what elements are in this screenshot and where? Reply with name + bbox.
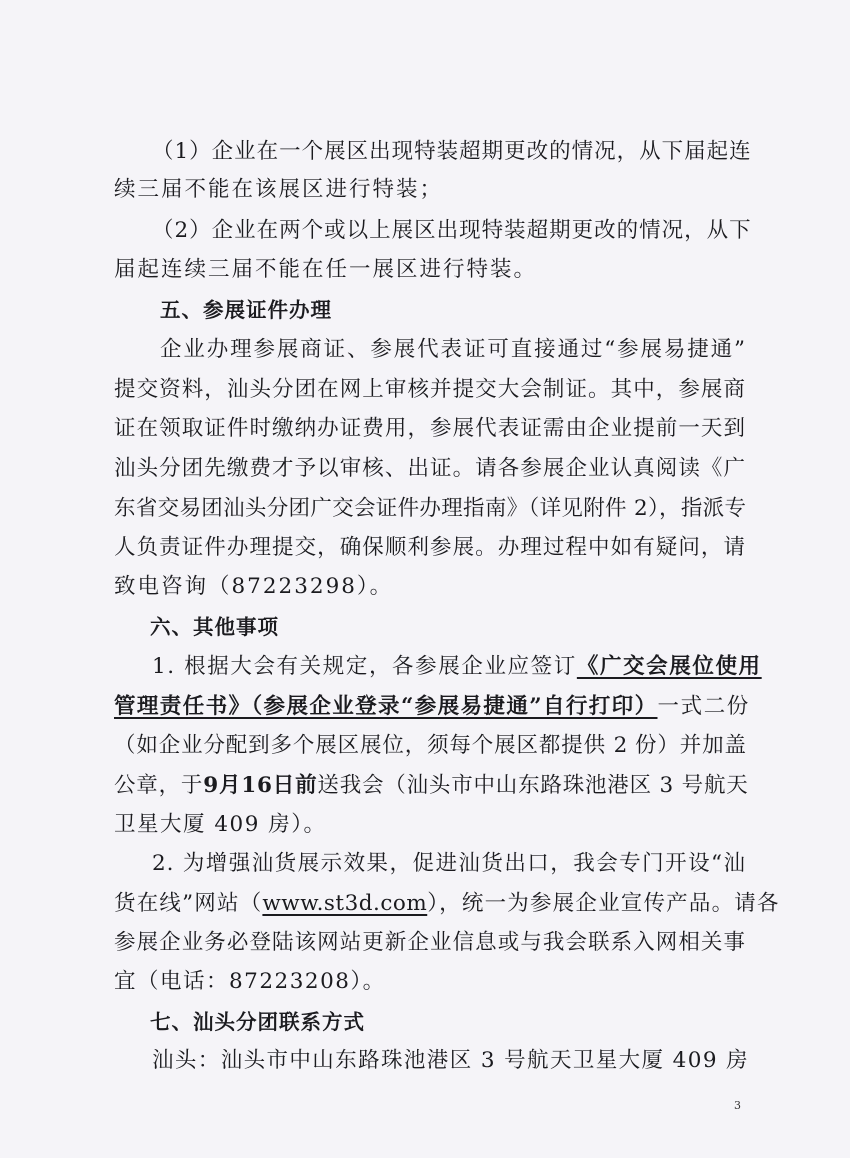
paragraph-line: 货在线”网站（www.st3d.com），统一为参展企业宣传产品。请各 (114, 891, 780, 916)
paragraph-line: 证在领取证件时缴纳办证费用，参展代表证需由企业提前一天到 (114, 416, 746, 441)
paragraph-line: （如企业分配到多个展区展位，须每个展区都提供 2 份）并加盖 (114, 733, 746, 758)
page-number: 3 (734, 1099, 741, 1112)
paragraph-line: 东省交易团汕头分团广交会证件办理指南》（详见附件 2），指派专 (114, 496, 746, 521)
paragraph-line: 人负责证件办理提交，确保顺利参展。办理过程中如有疑问，请 (114, 535, 746, 560)
paragraph-line: 致电咨询（87223298）。 (114, 574, 394, 599)
paragraph-line: 公章，于9月16日前送我会（汕头市中山东路珠池港区 3 号航天 (114, 773, 749, 798)
paragraph-line: 参展企业务必登陆该网站更新企业信息或与我会联系入网相关事 (114, 930, 746, 955)
section-heading-5: 五、参展证件办理 (160, 298, 332, 322)
paragraph-line: 企业办理参展商证、参展代表证可直接通过“参展易捷通” (160, 337, 746, 362)
paragraph-line: 卫星大厦 409 房）。 (114, 812, 327, 837)
paragraph-line: （1）企业在一个展区出现特装超期更改的情况，从下届起连 (152, 139, 752, 164)
paragraph-line: 提交资料，汕头分团在网上审核并提交大会制证。其中，参展商 (114, 377, 746, 402)
paragraph-line: 续三届不能在该展区进行特装； (114, 177, 444, 202)
paragraph-line: （2）企业在两个或以上展区出现特装超期更改的情况，从下 (152, 218, 752, 243)
contact-address: 汕头：汕头市中山东路珠池港区 3 号航天卫星大厦 409 房 (152, 1048, 750, 1073)
paragraph-line: 宜（电话：87223208）。 (114, 969, 386, 994)
section-heading-7: 七、汕头分团联系方式 (150, 1010, 365, 1034)
paragraph-line: 1. 根据大会有关规定，各参展企业应签订《广交会展位使用 (152, 654, 762, 679)
paragraph-line: 2. 为增强汕货展示效果，促进汕货出口，我会专门开设“汕 (152, 851, 746, 876)
paragraph-line: 汕头分团先缴费才予以审核、出证。请各参展企业认真阅读《广 (114, 456, 746, 481)
paragraph-line: 届起连续三届不能在任一展区进行特装。 (114, 257, 538, 282)
paragraph-line: 管理责任书》（参展企业登录“参展易捷通”自行打印）一式二份 (114, 694, 750, 719)
website-link[interactable]: www.st3d.com (262, 891, 428, 916)
section-heading-6: 六、其他事项 (150, 615, 279, 639)
